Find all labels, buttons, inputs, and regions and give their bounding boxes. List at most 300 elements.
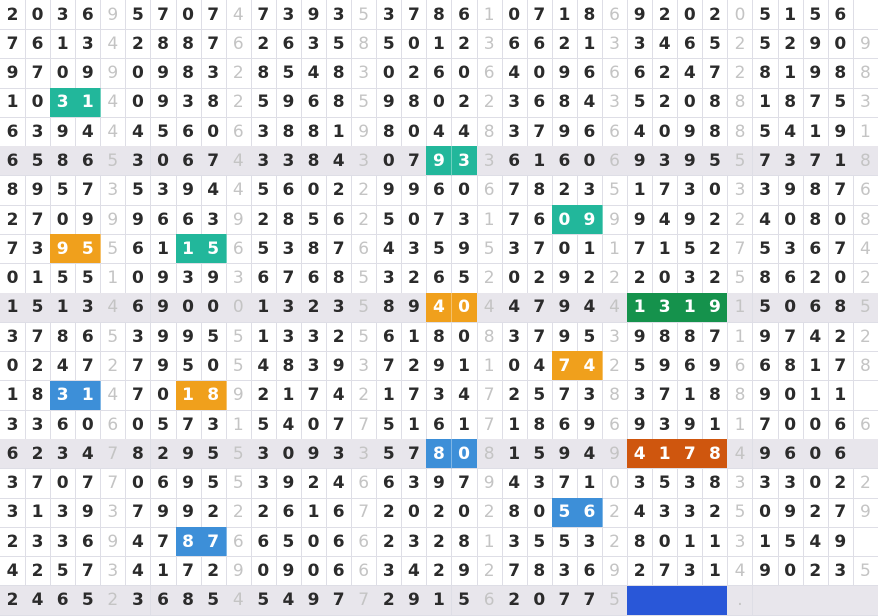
highlighted-cell[interactable]: 1 (652, 439, 678, 469)
grid-cell[interactable]: 3 (276, 0, 302, 30)
grid-cell[interactable] (853, 527, 878, 557)
grid-cell[interactable]: 8 (577, 0, 603, 30)
grid-cell[interactable]: 2 (803, 556, 829, 586)
highlighted-cell[interactable]: 1 (75, 381, 101, 411)
grid-cell[interactable]: 8 (502, 498, 528, 528)
grid-cell[interactable]: 7 (702, 322, 728, 352)
grid-cell[interactable]: 9 (803, 59, 829, 89)
grid-cell[interactable]: 2 (502, 586, 528, 616)
grid-cell[interactable]: 7 (828, 176, 854, 206)
grid-cell[interactable]: 2 (602, 351, 628, 381)
grid-cell[interactable]: 1 (753, 88, 779, 118)
grid-cell[interactable]: 9 (125, 205, 151, 235)
grid-cell[interactable]: 5 (176, 351, 202, 381)
grid-cell[interactable]: 4 (251, 351, 277, 381)
grid-cell[interactable]: 3 (25, 234, 51, 264)
grid-cell[interactable]: 2 (0, 205, 26, 235)
grid-cell[interactable]: 1 (853, 117, 878, 147)
grid-cell[interactable] (778, 586, 804, 616)
grid-cell[interactable]: 1 (702, 556, 728, 586)
grid-cell[interactable]: 3 (652, 410, 678, 440)
grid-cell[interactable]: 8 (276, 351, 302, 381)
grid-cell[interactable]: 8 (828, 59, 854, 89)
grid-cell[interactable]: 6 (376, 322, 402, 352)
grid-cell[interactable]: 5 (627, 88, 653, 118)
grid-cell[interactable]: 2 (602, 498, 628, 528)
grid-cell[interactable]: 5 (201, 322, 227, 352)
grid-cell[interactable]: 7 (828, 498, 854, 528)
grid-cell[interactable]: 2 (853, 264, 878, 294)
grid-cell[interactable]: 2 (477, 88, 503, 118)
grid-cell[interactable]: 8 (326, 88, 352, 118)
grid-cell[interactable]: 3 (326, 439, 352, 469)
grid-cell[interactable]: 8 (702, 381, 728, 411)
grid-cell[interactable]: 1 (577, 29, 603, 59)
grid-cell[interactable]: 0 (602, 469, 628, 499)
grid-cell[interactable]: 0 (502, 0, 528, 30)
grid-cell[interactable]: 9 (452, 556, 478, 586)
grid-cell[interactable]: 7 (75, 176, 101, 206)
grid-cell[interactable]: 7 (100, 469, 126, 499)
grid-cell[interactable]: 3 (351, 351, 377, 381)
grid-cell[interactable]: 2 (251, 381, 277, 411)
grid-cell[interactable]: 9 (276, 469, 302, 499)
grid-cell[interactable]: 4 (301, 59, 327, 89)
grid-cell[interactable]: 3 (125, 322, 151, 352)
grid-cell[interactable]: 9 (226, 381, 252, 411)
grid-cell[interactable]: 0 (727, 0, 753, 30)
grid-cell[interactable]: 3 (276, 146, 302, 176)
grid-cell[interactable]: 4 (125, 556, 151, 586)
grid-cell[interactable]: 9 (552, 322, 578, 352)
grid-cell[interactable]: 8 (727, 88, 753, 118)
grid-cell[interactable]: 6 (376, 469, 402, 499)
grid-cell[interactable]: 2 (778, 29, 804, 59)
grid-cell[interactable]: 0 (426, 88, 452, 118)
grid-cell[interactable]: 5 (753, 234, 779, 264)
grid-cell[interactable]: 6 (276, 176, 302, 206)
grid-cell[interactable]: 6 (778, 439, 804, 469)
highlighted-cell[interactable] (677, 586, 703, 616)
grid-cell[interactable]: 5 (201, 439, 227, 469)
grid-cell[interactable]: 9 (426, 351, 452, 381)
grid-cell[interactable]: 5 (602, 176, 628, 206)
grid-cell[interactable]: 8 (477, 117, 503, 147)
grid-cell[interactable]: 2 (452, 88, 478, 118)
grid-cell[interactable]: 6 (226, 527, 252, 557)
grid-cell[interactable]: 2 (401, 264, 427, 294)
grid-cell[interactable]: 0 (176, 0, 202, 30)
grid-cell[interactable]: 5 (803, 0, 829, 30)
grid-cell[interactable]: 8 (602, 381, 628, 411)
grid-cell[interactable]: 9 (677, 205, 703, 235)
grid-cell[interactable]: 4 (226, 0, 252, 30)
grid-cell[interactable]: 9 (151, 322, 177, 352)
grid-cell[interactable]: 9 (627, 205, 653, 235)
grid-cell[interactable]: 2 (426, 498, 452, 528)
grid-cell[interactable]: 1 (151, 234, 177, 264)
grid-cell[interactable]: 1 (301, 498, 327, 528)
grid-cell[interactable]: 7 (301, 381, 327, 411)
grid-cell[interactable]: 3 (376, 264, 402, 294)
grid-cell[interactable]: 3 (226, 264, 252, 294)
grid-cell[interactable]: 6 (727, 351, 753, 381)
grid-cell[interactable]: 9 (276, 88, 302, 118)
grid-cell[interactable]: 6 (753, 351, 779, 381)
grid-cell[interactable]: 8 (753, 59, 779, 89)
grid-cell[interactable]: 6 (828, 410, 854, 440)
grid-cell[interactable]: 9 (376, 88, 402, 118)
grid-cell[interactable]: 2 (627, 556, 653, 586)
grid-cell[interactable]: 3 (527, 469, 553, 499)
grid-cell[interactable]: 1 (100, 264, 126, 294)
grid-cell[interactable]: 9 (401, 586, 427, 616)
grid-cell[interactable]: 3 (50, 0, 76, 30)
grid-cell[interactable]: 5 (151, 117, 177, 147)
grid-cell[interactable]: 6 (351, 527, 377, 557)
grid-cell[interactable]: 1 (452, 351, 478, 381)
grid-cell[interactable]: 1 (828, 381, 854, 411)
grid-cell[interactable]: 3 (0, 498, 26, 528)
grid-cell[interactable]: 2 (201, 498, 227, 528)
grid-cell[interactable]: 0 (452, 59, 478, 89)
grid-cell[interactable]: 1 (727, 410, 753, 440)
grid-cell[interactable]: 4 (376, 234, 402, 264)
grid-cell[interactable]: 2 (602, 527, 628, 557)
grid-cell[interactable]: 8 (778, 88, 804, 118)
grid-cell[interactable]: 4 (677, 59, 703, 89)
grid-cell[interactable]: 7 (577, 586, 603, 616)
grid-cell[interactable]: 9 (100, 59, 126, 89)
grid-cell[interactable]: 5 (652, 469, 678, 499)
grid-cell[interactable]: 6 (0, 117, 26, 147)
grid-cell[interactable]: 2 (351, 381, 377, 411)
grid-cell[interactable]: 8 (50, 146, 76, 176)
grid-cell[interactable] (853, 0, 878, 30)
grid-cell[interactable]: 8 (702, 469, 728, 499)
grid-cell[interactable]: 1 (778, 59, 804, 89)
grid-cell[interactable]: 1 (577, 469, 603, 499)
grid-cell[interactable]: 9 (828, 117, 854, 147)
grid-cell[interactable]: 7 (376, 351, 402, 381)
grid-cell[interactable]: . (727, 586, 753, 616)
grid-cell[interactable]: 6 (828, 0, 854, 30)
grid-cell[interactable]: 7 (803, 146, 829, 176)
grid-cell[interactable]: 1 (702, 410, 728, 440)
grid-cell[interactable]: 9 (301, 0, 327, 30)
grid-cell[interactable]: 6 (151, 586, 177, 616)
grid-cell[interactable]: 0 (201, 351, 227, 381)
grid-cell[interactable]: 0 (828, 205, 854, 235)
grid-cell[interactable]: 9 (426, 469, 452, 499)
grid-cell[interactable]: 9 (602, 205, 628, 235)
grid-cell[interactable]: 6 (226, 29, 252, 59)
grid-cell[interactable]: 5 (301, 205, 327, 235)
grid-cell[interactable]: 8 (477, 322, 503, 352)
grid-cell[interactable]: 5 (100, 322, 126, 352)
grid-cell[interactable]: 2 (552, 176, 578, 206)
grid-cell[interactable]: 0 (677, 88, 703, 118)
grid-cell[interactable]: 8 (702, 88, 728, 118)
grid-cell[interactable]: 4 (502, 59, 528, 89)
grid-cell[interactable]: 8 (50, 322, 76, 352)
grid-cell[interactable]: 4 (226, 586, 252, 616)
grid-cell[interactable]: 0 (778, 556, 804, 586)
grid-cell[interactable]: 3 (602, 322, 628, 352)
grid-cell[interactable]: 0 (778, 293, 804, 323)
grid-cell[interactable]: 5 (702, 146, 728, 176)
grid-cell[interactable]: 9 (627, 410, 653, 440)
grid-cell[interactable]: 0 (151, 381, 177, 411)
grid-cell[interactable]: 0 (50, 469, 76, 499)
highlighted-cell[interactable]: 7 (201, 527, 227, 557)
grid-cell[interactable]: 4 (326, 146, 352, 176)
grid-cell[interactable]: 4 (100, 117, 126, 147)
grid-cell[interactable]: 2 (251, 29, 277, 59)
grid-cell[interactable]: 8 (552, 88, 578, 118)
grid-cell[interactable]: 0 (401, 498, 427, 528)
grid-cell[interactable]: 3 (201, 410, 227, 440)
grid-cell[interactable]: 4 (577, 293, 603, 323)
grid-cell[interactable]: 6 (577, 556, 603, 586)
grid-cell[interactable]: 0 (376, 146, 402, 176)
grid-cell[interactable]: 5 (702, 29, 728, 59)
grid-cell[interactable]: 3 (151, 176, 177, 206)
grid-cell[interactable]: 3 (502, 117, 528, 147)
grid-cell[interactable]: 9 (75, 498, 101, 528)
grid-cell[interactable]: 8 (853, 146, 878, 176)
grid-cell[interactable]: 9 (828, 527, 854, 557)
grid-cell[interactable]: 2 (702, 264, 728, 294)
grid-cell[interactable]: 0 (452, 322, 478, 352)
grid-cell[interactable]: 6 (351, 469, 377, 499)
grid-cell[interactable]: 3 (0, 410, 26, 440)
grid-cell[interactable]: 7 (326, 410, 352, 440)
grid-cell[interactable]: 2 (828, 469, 854, 499)
highlighted-cell[interactable]: 8 (176, 527, 202, 557)
grid-cell[interactable]: 9 (552, 439, 578, 469)
grid-cell[interactable]: 8 (0, 176, 26, 206)
grid-cell[interactable]: 7 (778, 322, 804, 352)
grid-cell[interactable]: 9 (552, 59, 578, 89)
grid-cell[interactable]: 0 (753, 498, 779, 528)
grid-cell[interactable]: 2 (201, 556, 227, 586)
grid-cell[interactable]: 7 (201, 146, 227, 176)
grid-cell[interactable]: 5 (727, 498, 753, 528)
grid-cell[interactable]: 0 (552, 234, 578, 264)
grid-cell[interactable]: 7 (401, 146, 427, 176)
grid-cell[interactable]: 1 (426, 586, 452, 616)
grid-cell[interactable]: 8 (853, 59, 878, 89)
grid-cell[interactable] (828, 586, 854, 616)
grid-cell[interactable]: 5 (853, 556, 878, 586)
highlighted-cell[interactable]: 8 (702, 439, 728, 469)
grid-cell[interactable]: 2 (326, 322, 352, 352)
grid-cell[interactable]: 6 (803, 293, 829, 323)
grid-cell[interactable]: 0 (803, 410, 829, 440)
grid-cell[interactable]: 7 (502, 176, 528, 206)
grid-cell[interactable]: 0 (301, 527, 327, 557)
grid-cell[interactable]: 2 (853, 469, 878, 499)
grid-cell[interactable]: 7 (25, 59, 51, 89)
grid-cell[interactable]: 4 (276, 586, 302, 616)
grid-cell[interactable]: 3 (75, 293, 101, 323)
grid-cell[interactable]: 9 (702, 351, 728, 381)
grid-cell[interactable]: 3 (677, 556, 703, 586)
highlighted-cell[interactable]: 1 (176, 381, 202, 411)
grid-cell[interactable]: 7 (176, 556, 202, 586)
grid-cell[interactable]: 9 (552, 117, 578, 147)
grid-cell[interactable]: 9 (50, 117, 76, 147)
grid-cell[interactable]: 7 (527, 234, 553, 264)
grid-cell[interactable]: 6 (552, 146, 578, 176)
grid-cell[interactable]: 1 (276, 381, 302, 411)
grid-cell[interactable]: 6 (853, 410, 878, 440)
grid-cell[interactable]: 3 (677, 469, 703, 499)
grid-cell[interactable]: 5 (251, 410, 277, 440)
grid-cell[interactable]: 4 (25, 586, 51, 616)
grid-cell[interactable]: 4 (125, 527, 151, 557)
grid-cell[interactable]: 2 (727, 59, 753, 89)
grid-cell[interactable]: 6 (426, 176, 452, 206)
grid-cell[interactable]: 1 (652, 234, 678, 264)
grid-cell[interactable]: 6 (100, 410, 126, 440)
grid-cell[interactable]: 9 (276, 556, 302, 586)
grid-cell[interactable]: 5 (376, 410, 402, 440)
grid-cell[interactable]: 7 (276, 264, 302, 294)
grid-cell[interactable]: 3 (727, 469, 753, 499)
highlighted-cell[interactable]: 1 (677, 293, 703, 323)
grid-cell[interactable]: 8 (652, 322, 678, 352)
grid-cell[interactable]: 3 (326, 293, 352, 323)
grid-cell[interactable]: 9 (627, 0, 653, 30)
grid-cell[interactable]: 0 (301, 410, 327, 440)
grid-cell[interactable]: 5 (75, 586, 101, 616)
grid-cell[interactable]: 8 (176, 586, 202, 616)
grid-cell[interactable]: 4 (125, 117, 151, 147)
highlighted-cell[interactable]: 9 (577, 205, 603, 235)
grid-cell[interactable]: 3 (251, 469, 277, 499)
grid-cell[interactable]: 0 (527, 586, 553, 616)
grid-cell[interactable]: 2 (25, 351, 51, 381)
grid-cell[interactable]: 2 (502, 381, 528, 411)
grid-cell[interactable]: 4 (778, 117, 804, 147)
grid-cell[interactable]: 4 (652, 29, 678, 59)
grid-cell[interactable]: 2 (527, 264, 553, 294)
highlighted-cell[interactable]: 0 (552, 205, 578, 235)
grid-cell[interactable]: 3 (25, 527, 51, 557)
grid-cell[interactable]: 7 (125, 351, 151, 381)
grid-cell[interactable]: 5 (251, 88, 277, 118)
grid-cell[interactable]: 6 (226, 234, 252, 264)
grid-cell[interactable]: 6 (527, 205, 553, 235)
grid-cell[interactable]: 9 (677, 117, 703, 147)
highlighted-cell[interactable]: 3 (50, 381, 76, 411)
grid-cell[interactable]: 8 (426, 322, 452, 352)
grid-cell[interactable]: 3 (652, 146, 678, 176)
grid-cell[interactable]: 5 (50, 176, 76, 206)
grid-cell[interactable]: 9 (301, 439, 327, 469)
grid-cell[interactable]: 1 (803, 351, 829, 381)
grid-cell[interactable]: 9 (151, 293, 177, 323)
grid-cell[interactable]: 8 (376, 293, 402, 323)
grid-cell[interactable]: 4 (577, 439, 603, 469)
grid-cell[interactable]: 0 (125, 88, 151, 118)
grid-cell[interactable]: 2 (301, 293, 327, 323)
grid-cell[interactable]: 6 (125, 234, 151, 264)
grid-cell[interactable]: 2 (0, 586, 26, 616)
grid-cell[interactable]: 8 (527, 410, 553, 440)
grid-cell[interactable]: 1 (50, 29, 76, 59)
grid-cell[interactable]: 5 (351, 293, 377, 323)
grid-cell[interactable]: 2 (727, 29, 753, 59)
grid-cell[interactable]: 6 (803, 234, 829, 264)
grid-cell[interactable]: 8 (326, 59, 352, 89)
grid-cell[interactable]: 0 (125, 59, 151, 89)
grid-cell[interactable]: 8 (376, 117, 402, 147)
grid-cell[interactable]: 4 (0, 556, 26, 586)
highlighted-cell[interactable]: 5 (552, 498, 578, 528)
grid-cell[interactable]: 2 (853, 322, 878, 352)
grid-cell[interactable]: 5 (677, 234, 703, 264)
grid-cell[interactable]: 4 (803, 322, 829, 352)
grid-cell[interactable]: 9 (401, 176, 427, 206)
highlighted-cell[interactable] (702, 586, 728, 616)
grid-cell[interactable]: 8 (727, 117, 753, 147)
grid-cell[interactable]: 4 (477, 293, 503, 323)
grid-cell[interactable]: 9 (627, 146, 653, 176)
grid-cell[interactable]: 9 (151, 88, 177, 118)
grid-cell[interactable]: 7 (351, 498, 377, 528)
grid-cell[interactable]: 1 (552, 0, 578, 30)
grid-cell[interactable]: 4 (100, 293, 126, 323)
grid-cell[interactable]: 0 (201, 293, 227, 323)
grid-cell[interactable]: 7 (176, 410, 202, 440)
grid-cell[interactable]: 9 (151, 264, 177, 294)
grid-cell[interactable]: 0 (301, 556, 327, 586)
grid-cell[interactable]: 3 (251, 439, 277, 469)
grid-cell[interactable]: 3 (502, 88, 528, 118)
grid-cell[interactable]: 7 (125, 381, 151, 411)
grid-cell[interactable]: 6 (75, 322, 101, 352)
grid-cell[interactable]: 7 (452, 469, 478, 499)
grid-cell[interactable]: 8 (477, 439, 503, 469)
grid-cell[interactable]: 2 (351, 176, 377, 206)
grid-cell[interactable]: 9 (677, 410, 703, 440)
grid-cell[interactable]: 9 (226, 556, 252, 586)
grid-cell[interactable]: 2 (702, 205, 728, 235)
grid-cell[interactable]: 8 (326, 264, 352, 294)
grid-cell[interactable]: 9 (376, 176, 402, 206)
grid-cell[interactable]: 3 (351, 146, 377, 176)
grid-cell[interactable]: 9 (25, 176, 51, 206)
grid-cell[interactable]: 8 (301, 234, 327, 264)
grid-cell[interactable]: 1 (803, 117, 829, 147)
grid-cell[interactable]: 7 (477, 410, 503, 440)
grid-cell[interactable]: 7 (401, 439, 427, 469)
grid-cell[interactable]: 4 (426, 117, 452, 147)
grid-cell[interactable]: 5 (828, 88, 854, 118)
grid-cell[interactable]: 3 (100, 556, 126, 586)
grid-cell[interactable]: 3 (577, 381, 603, 411)
grid-cell[interactable]: 2 (151, 439, 177, 469)
grid-cell[interactable]: 7 (652, 381, 678, 411)
grid-cell[interactable]: 5 (602, 586, 628, 616)
grid-cell[interactable]: 7 (753, 410, 779, 440)
grid-cell[interactable]: 7 (552, 469, 578, 499)
grid-cell[interactable]: 9 (753, 556, 779, 586)
grid-cell[interactable]: 3 (753, 469, 779, 499)
